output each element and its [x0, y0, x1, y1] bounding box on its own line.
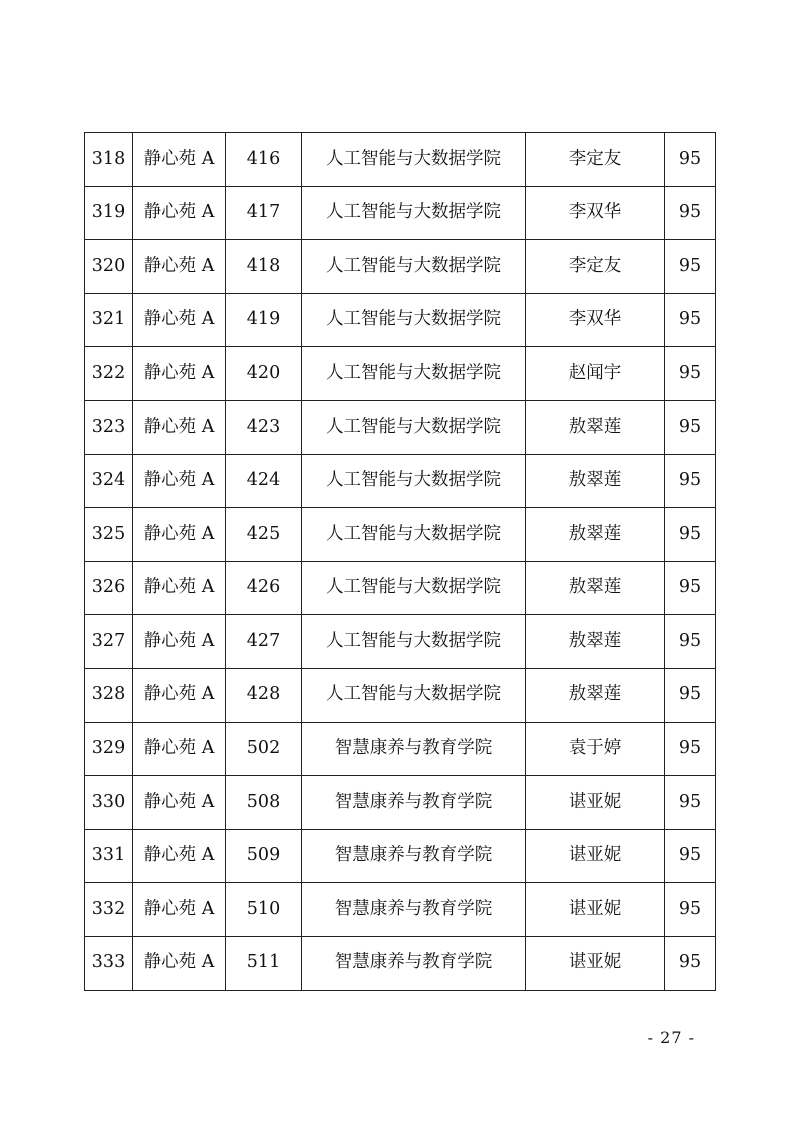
- table-row: [85, 133, 716, 187]
- cell-counselor-name: 敖翠莲: [526, 400, 665, 454]
- cell-serial-number: 332: [85, 883, 133, 937]
- cell-counselor-name: 敖翠莲: [526, 668, 665, 722]
- cell-serial-number: 330: [85, 776, 133, 830]
- cell-building: 静心苑 A: [133, 668, 226, 722]
- cell-score: 95: [665, 883, 716, 937]
- cell-counselor-name: 敖翠莲: [526, 615, 665, 669]
- cell-college: 人工智能与大数据学院: [302, 186, 526, 240]
- cell-counselor-name: 谌亚妮: [526, 883, 665, 937]
- cell-score: 95: [665, 561, 716, 615]
- cell-serial-number: 326: [85, 561, 133, 615]
- cell-serial-number: 322: [85, 347, 133, 401]
- cell-building: 静心苑 A: [133, 883, 226, 937]
- table-row: [85, 829, 716, 883]
- cell-building: 静心苑 A: [133, 561, 226, 615]
- cell-building: 静心苑 A: [133, 186, 226, 240]
- cell-building: 静心苑 A: [133, 722, 226, 776]
- cell-serial-number: 331: [85, 829, 133, 883]
- cell-college: 人工智能与大数据学院: [302, 615, 526, 669]
- cell-building: 静心苑 A: [133, 133, 226, 187]
- cell-counselor-name: 赵闻宇: [526, 347, 665, 401]
- cell-score: 95: [665, 776, 716, 830]
- cell-college: 人工智能与大数据学院: [302, 508, 526, 562]
- cell-serial-number: 323: [85, 400, 133, 454]
- table-row: [85, 561, 716, 615]
- cell-counselor-name: 谌亚妮: [526, 776, 665, 830]
- cell-building: 静心苑 A: [133, 829, 226, 883]
- cell-college: 人工智能与大数据学院: [302, 293, 526, 347]
- cell-score: 95: [665, 829, 716, 883]
- cell-building: 静心苑 A: [133, 936, 226, 990]
- cell-room-number: 428: [226, 668, 302, 722]
- cell-counselor-name: 李双华: [526, 186, 665, 240]
- cell-score: 95: [665, 615, 716, 669]
- cell-college: 智慧康养与教育学院: [302, 883, 526, 937]
- table-row: [85, 454, 716, 508]
- cell-score: 95: [665, 240, 716, 294]
- cell-counselor-name: 李双华: [526, 293, 665, 347]
- cell-counselor-name: 敖翠莲: [526, 454, 665, 508]
- cell-college: 人工智能与大数据学院: [302, 561, 526, 615]
- cell-room-number: 510: [226, 883, 302, 937]
- cell-building: 静心苑 A: [133, 615, 226, 669]
- cell-counselor-name: 李定友: [526, 240, 665, 294]
- cell-score: 95: [665, 668, 716, 722]
- cell-building: 静心苑 A: [133, 240, 226, 294]
- cell-college: 人工智能与大数据学院: [302, 133, 526, 187]
- cell-college: 智慧康养与教育学院: [302, 936, 526, 990]
- cell-counselor-name: 李定友: [526, 133, 665, 187]
- table-row: [85, 347, 716, 401]
- cell-college: 人工智能与大数据学院: [302, 240, 526, 294]
- table-row: [85, 722, 716, 776]
- cell-college: 人工智能与大数据学院: [302, 454, 526, 508]
- cell-counselor-name: 谌亚妮: [526, 829, 665, 883]
- table-row: [85, 776, 716, 830]
- cell-college: 智慧康养与教育学院: [302, 829, 526, 883]
- cell-room-number: 423: [226, 400, 302, 454]
- cell-serial-number: 328: [85, 668, 133, 722]
- page-number: - 27 -: [647, 1028, 695, 1047]
- table-row: [85, 936, 716, 990]
- cell-score: 95: [665, 508, 716, 562]
- table-row: [85, 508, 716, 562]
- table-row: [85, 186, 716, 240]
- cell-score: 95: [665, 186, 716, 240]
- cell-serial-number: 319: [85, 186, 133, 240]
- cell-college: 人工智能与大数据学院: [302, 668, 526, 722]
- table-row: [85, 400, 716, 454]
- cell-college: 智慧康养与教育学院: [302, 776, 526, 830]
- cell-room-number: 420: [226, 347, 302, 401]
- cell-room-number: 419: [226, 293, 302, 347]
- cell-serial-number: 321: [85, 293, 133, 347]
- cell-score: 95: [665, 133, 716, 187]
- cell-building: 静心苑 A: [133, 400, 226, 454]
- cell-counselor-name: 谌亚妮: [526, 936, 665, 990]
- cell-building: 静心苑 A: [133, 508, 226, 562]
- cell-score: 95: [665, 400, 716, 454]
- cell-college: 智慧康养与教育学院: [302, 722, 526, 776]
- cell-room-number: 425: [226, 508, 302, 562]
- cell-serial-number: 324: [85, 454, 133, 508]
- table-row: [85, 615, 716, 669]
- cell-room-number: 502: [226, 722, 302, 776]
- cell-score: 95: [665, 293, 716, 347]
- cell-room-number: 511: [226, 936, 302, 990]
- cell-room-number: 508: [226, 776, 302, 830]
- cell-score: 95: [665, 936, 716, 990]
- cell-room-number: 417: [226, 186, 302, 240]
- cell-score: 95: [665, 454, 716, 508]
- cell-building: 静心苑 A: [133, 454, 226, 508]
- cell-serial-number: 325: [85, 508, 133, 562]
- cell-room-number: 416: [226, 133, 302, 187]
- cell-room-number: 427: [226, 615, 302, 669]
- cell-room-number: 426: [226, 561, 302, 615]
- cell-score: 95: [665, 722, 716, 776]
- cell-counselor-name: 袁于婷: [526, 722, 665, 776]
- cell-serial-number: 329: [85, 722, 133, 776]
- cell-college: 人工智能与大数据学院: [302, 347, 526, 401]
- cell-serial-number: 327: [85, 615, 133, 669]
- cell-room-number: 509: [226, 829, 302, 883]
- cell-serial-number: 320: [85, 240, 133, 294]
- table-row: [85, 883, 716, 937]
- dormitory-score-table: [84, 132, 716, 991]
- cell-room-number: 424: [226, 454, 302, 508]
- table-row: [85, 240, 716, 294]
- table-row: [85, 668, 716, 722]
- cell-building: 静心苑 A: [133, 347, 226, 401]
- cell-building: 静心苑 A: [133, 293, 226, 347]
- cell-serial-number: 318: [85, 133, 133, 187]
- cell-counselor-name: 敖翠莲: [526, 561, 665, 615]
- cell-serial-number: 333: [85, 936, 133, 990]
- table-row: [85, 293, 716, 347]
- cell-room-number: 418: [226, 240, 302, 294]
- cell-score: 95: [665, 347, 716, 401]
- cell-counselor-name: 敖翠莲: [526, 508, 665, 562]
- cell-building: 静心苑 A: [133, 776, 226, 830]
- cell-college: 人工智能与大数据学院: [302, 400, 526, 454]
